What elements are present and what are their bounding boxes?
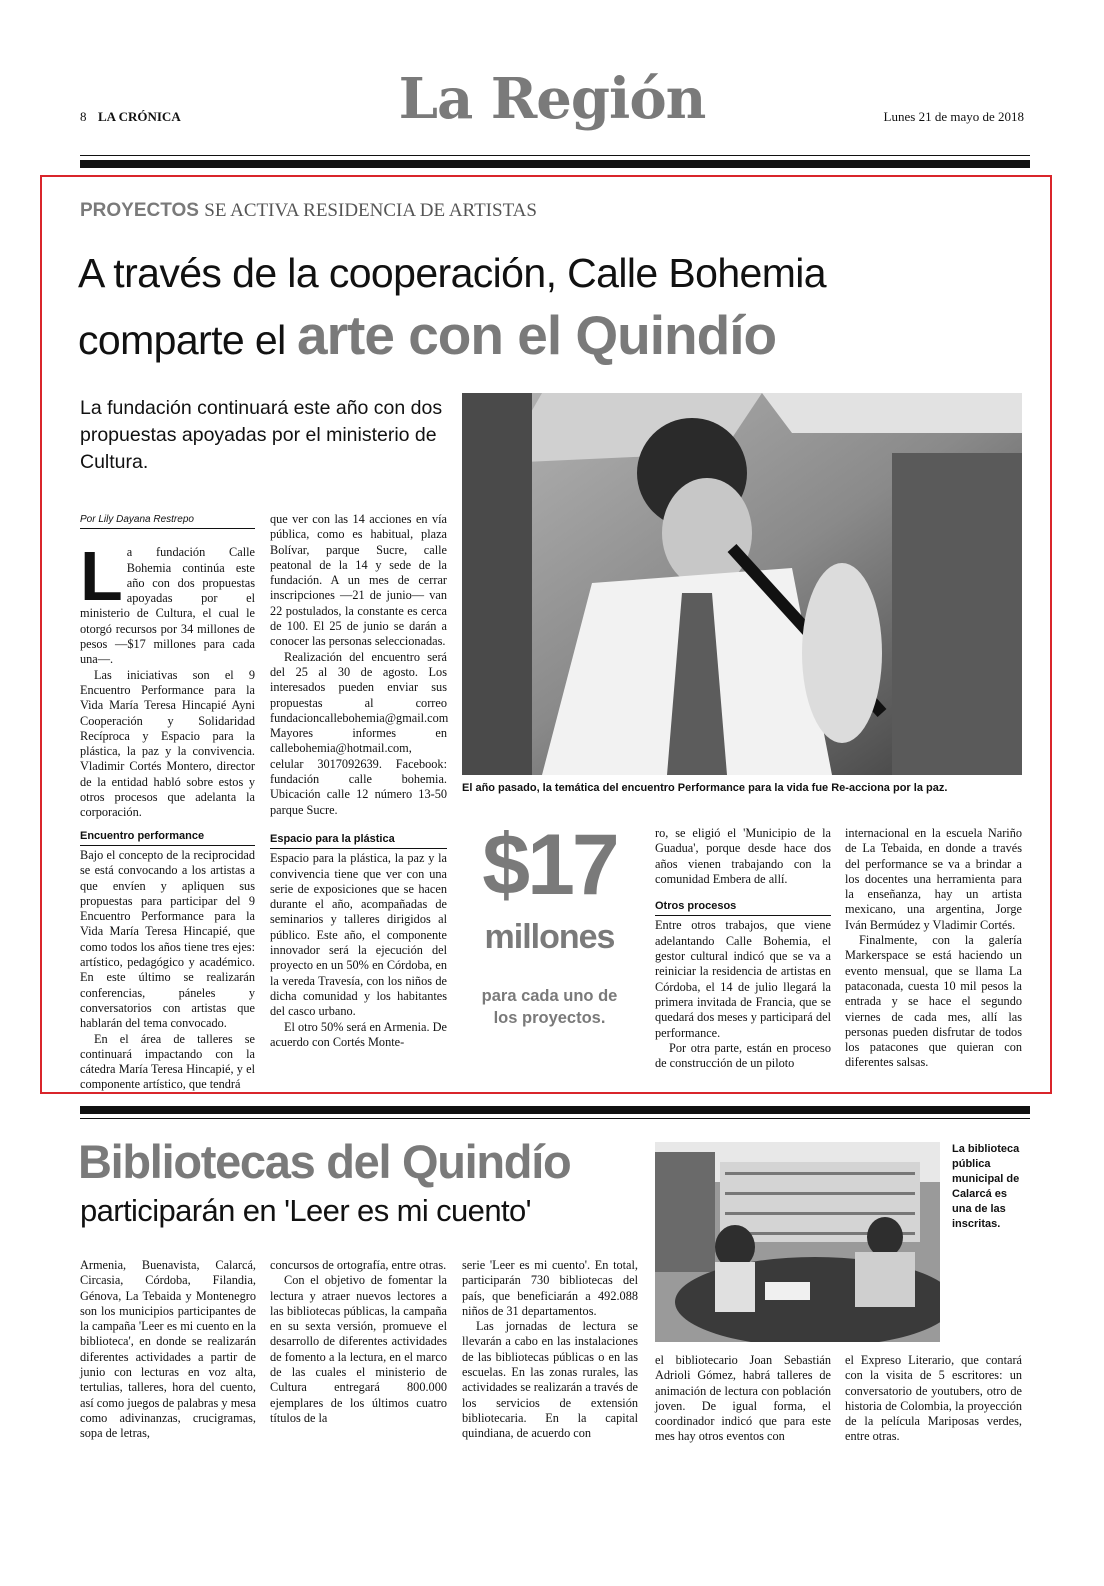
col3-p2: Entre otros trabajos, que viene adelantando Calle Bohemia, el gestor cultural indicó que se va a reiniciar la residencia de artistas en Córdoba, el 14 de julio llegará la primera invitada de Francia, que se quedará dos meses y participará del performance. [655, 918, 831, 1040]
stat-description: para cada uno de los proyectos. [481, 987, 618, 1027]
article-column-1 [80, 512, 255, 1093]
col2-p1: que ver con las 14 acciones en vía pública, como es habitual, plaza Bolívar, parque Sucre, calle peatonal de la 14 y sede de la fundación. A un mes de cerrar inscripciones —21 de junio— van 22 postulados, la constante es cerca de 100. El 25 de junio se darán a conocer las personas seleccionadas. [270, 512, 447, 649]
article-headline-line1: A través de la cooperación, Calle Bohemia [78, 250, 827, 296]
kicker-tag: PROYECTOS [80, 200, 199, 221]
article-column-4 [845, 826, 1022, 1071]
article2-headline-bold: Bibliotecas del Quindío [78, 1135, 571, 1188]
col4-p2: Finalmente, con la galería Markerspace se está haciendo un evento mensual, que se llama La pataconada, cuesta 10 mil pesos la entrada y se hace el segundo viernes de cada mes, allí las personas pueden disfrutar de todos los patacones que quieran con diferentes salsas. [845, 933, 1022, 1070]
subhead-otros: Otros procesos [655, 899, 831, 916]
kicker-text: SE ACTIVA RESIDENCIA DE ARTISTAS [204, 200, 537, 221]
publication-name: LA CRÓNICA [98, 109, 181, 124]
article-kicker [80, 200, 537, 222]
col2-p2: Realización del encuentro será del 25 al 30 de agosto. Los interesados pueden enviar sus propuestas al correo fundacioncallebohemia@gmail.com Mayores informes en callebohemia@hotmail.com, celular 3017092639. Facebook: fundación calle bohemia. Ubicación calle 12 número 13-50 parque Sucre. [270, 649, 449, 817]
article2-column-4 [655, 1353, 831, 1445]
header-rule-thin [80, 155, 1030, 156]
article-deck: La fundación continuará este año con dos propuestas apoyadas por el ministerio de Cultura. [80, 397, 443, 473]
a2-col1-p1: Armenia, Buenavista, Calarcá, Circasia, Córdoba, Filandia, Génova, La Tebaida y Montenegro son los municipios participantes de la campaña 'Leer es mi cuento en la biblioteca', en donde se realizarán diferentes actividades a partir de junio con lecturas en voz alta, tertulias, talleres, hora del cuento, así como juegos de palabras y mesa como adivinanzas, crucigramas, sopa de letras, [80, 1258, 256, 1441]
a2-col3-p2: Las jornadas de lectura se llevarán a cabo en las instalaciones de las bibliotecas públicas o en las escuelas. En las zonas rurales, las actividades se realizarán a través de los servicios de extensión bibliotecaria. En la capital quindiana, de acuerdo con [462, 1319, 638, 1441]
dropcap: L [80, 537, 123, 616]
a2-col5-p1: el Expreso Literario, que contará con la visita de 5 escritores: un conversatorio de youtubers, otro de historia de Colombia, la proyección de la película Mariposas verdes, entre otras. [845, 1353, 1022, 1444]
header-rule-thick [80, 160, 1030, 168]
article2-column-2 [270, 1258, 447, 1426]
col2-p3: Espacio para la plástica, la paz y la convivencia tiene que ver con una serie de exposiciones que se hacen durante el año, acompañadas de seminarios y talleres dirigidos al público. Este año, el componente innovador será la ejecución del proyecto en un 50% en Córdoba, en la vereda Travesía, con los niños de dicha comunidad y los habitantes del casco urbano. [270, 851, 447, 1019]
issue-date: Lunes 21 de mayo de 2018 [883, 109, 1024, 124]
article2-headline-light: participarán en 'Leer es mi cuento' [80, 1193, 531, 1228]
section-title: La Región [398, 66, 706, 132]
byline: Por Lily Dayana Restrepo [80, 512, 255, 529]
library-photo [655, 1142, 940, 1342]
library-photo-icon [655, 1142, 940, 1342]
article-column-3 [655, 826, 831, 1071]
stat-unit: millones [484, 918, 615, 956]
stat-value: $17 [482, 817, 617, 913]
col1-p1: a fundación Calle Bohemia continúa este año con dos propuestas apoyadas por el ministerio de Cultura, el cual le otorgó recursos por 34 millones de pesos —$17 millones para cada una—. [80, 545, 255, 667]
col4-p1: internacional en la escuela Nariño de La Tebaida, en donde a través del performance se va a brindar a los docentes una herramienta para la enseñanza, hay un artista mexicano, una argentina, Jorge Iván Bermúdez y Vladimir Cortés. [845, 826, 1022, 932]
col3-p1: ro, se eligió el 'Municipio de la Guadua', porque desde hace dos años vienen trabajando con la comunidad Embera de allí. [655, 826, 831, 886]
section-rule-thick [80, 1106, 1030, 1114]
a2-col2-p1: concursos de ortografía, entre otras. [270, 1258, 447, 1272]
performance-photo-icon [462, 393, 1022, 775]
col3-p3: Por otra parte, están en proceso de construcción de un piloto [655, 1040, 831, 1071]
article2-column-3 [462, 1258, 638, 1442]
a2-col3-p1: serie 'Leer es mi cuento'. En total, participarán 730 bibliotecas del país, que beneficiarán a 492.088 niños de 31 departamentos. [462, 1258, 638, 1318]
a2-col2-p2: Con el objetivo de fomentar la lectura y atraer nuevos lectores a las bibliotecas públicas, la campaña en su sexta versión, promueve el desarrollo de diferentes actividades de fomento a la lectura, en el marco de las cuales el ministerio de Cultura entregará 800.000 ejemplares de los últimos cuatro títulos de la [270, 1273, 447, 1425]
article2-column-5 [845, 1353, 1022, 1445]
col1-p4: En el área de talleres se continuará impactando con la cátedra María Teresa Hincapié, y el componente artístico, que tendrá [80, 1031, 255, 1092]
photo-caption: El año pasado, la temática del encuentro Performance para la vida fue Re-acciona por la paz. [462, 782, 948, 794]
col1-p2: Las iniciativas son el 9 Encuentro Performance para la Vida María Teresa Hincapié Ayni Cooperación y Solidaridad Recíproca y Espacio para la plástica, la paz y la convivencia. Vladimir Cortés Montero, director de la entidad habló sobre estos y otros procesos que adelanta la corporación. [80, 667, 255, 820]
col2-p4: El otro 50% será en Armenia. De acuerdo con Cortés Monte- [270, 1019, 447, 1049]
col1-p3: Bajo el concepto de la reciprocidad se está convocando a los artistas a que envíen y apliquen sus propuestas para participar del 9 Encuentro Performance para la Vida María Teresa Hincapié, que como todos los años tiene tres ejes: artístico, pedagógico y académico. En este último se realizarán conferencias, páneles y conversatorios con artistas que hablarán del tema convocado. [80, 847, 255, 1031]
article-headline-line2 [78, 303, 776, 372]
subhead-espacio: Espacio para la plástica [270, 832, 447, 849]
article2-column-1 [80, 1258, 256, 1442]
article-column-2 [270, 512, 447, 1050]
a2-col4-p1: el bibliotecario Joan Sebastián Adrioli Gómez, habrá talleres de animación de lectura con población joven. De igual forma, el coordinador indicó que para este mes hay otros eventos con [655, 1353, 831, 1444]
section-rule-thin [80, 1118, 1030, 1119]
headline-plain: comparte el [78, 317, 286, 363]
library-photo-caption: La biblioteca pública municipal de Calarcá es una de las inscritas. [952, 1143, 1020, 1230]
headline-bold: arte con el Quindío [297, 304, 777, 366]
article-photo [462, 393, 1022, 775]
subhead-encuentro: Encuentro performance [80, 829, 255, 846]
page-number: 8 [80, 109, 87, 124]
